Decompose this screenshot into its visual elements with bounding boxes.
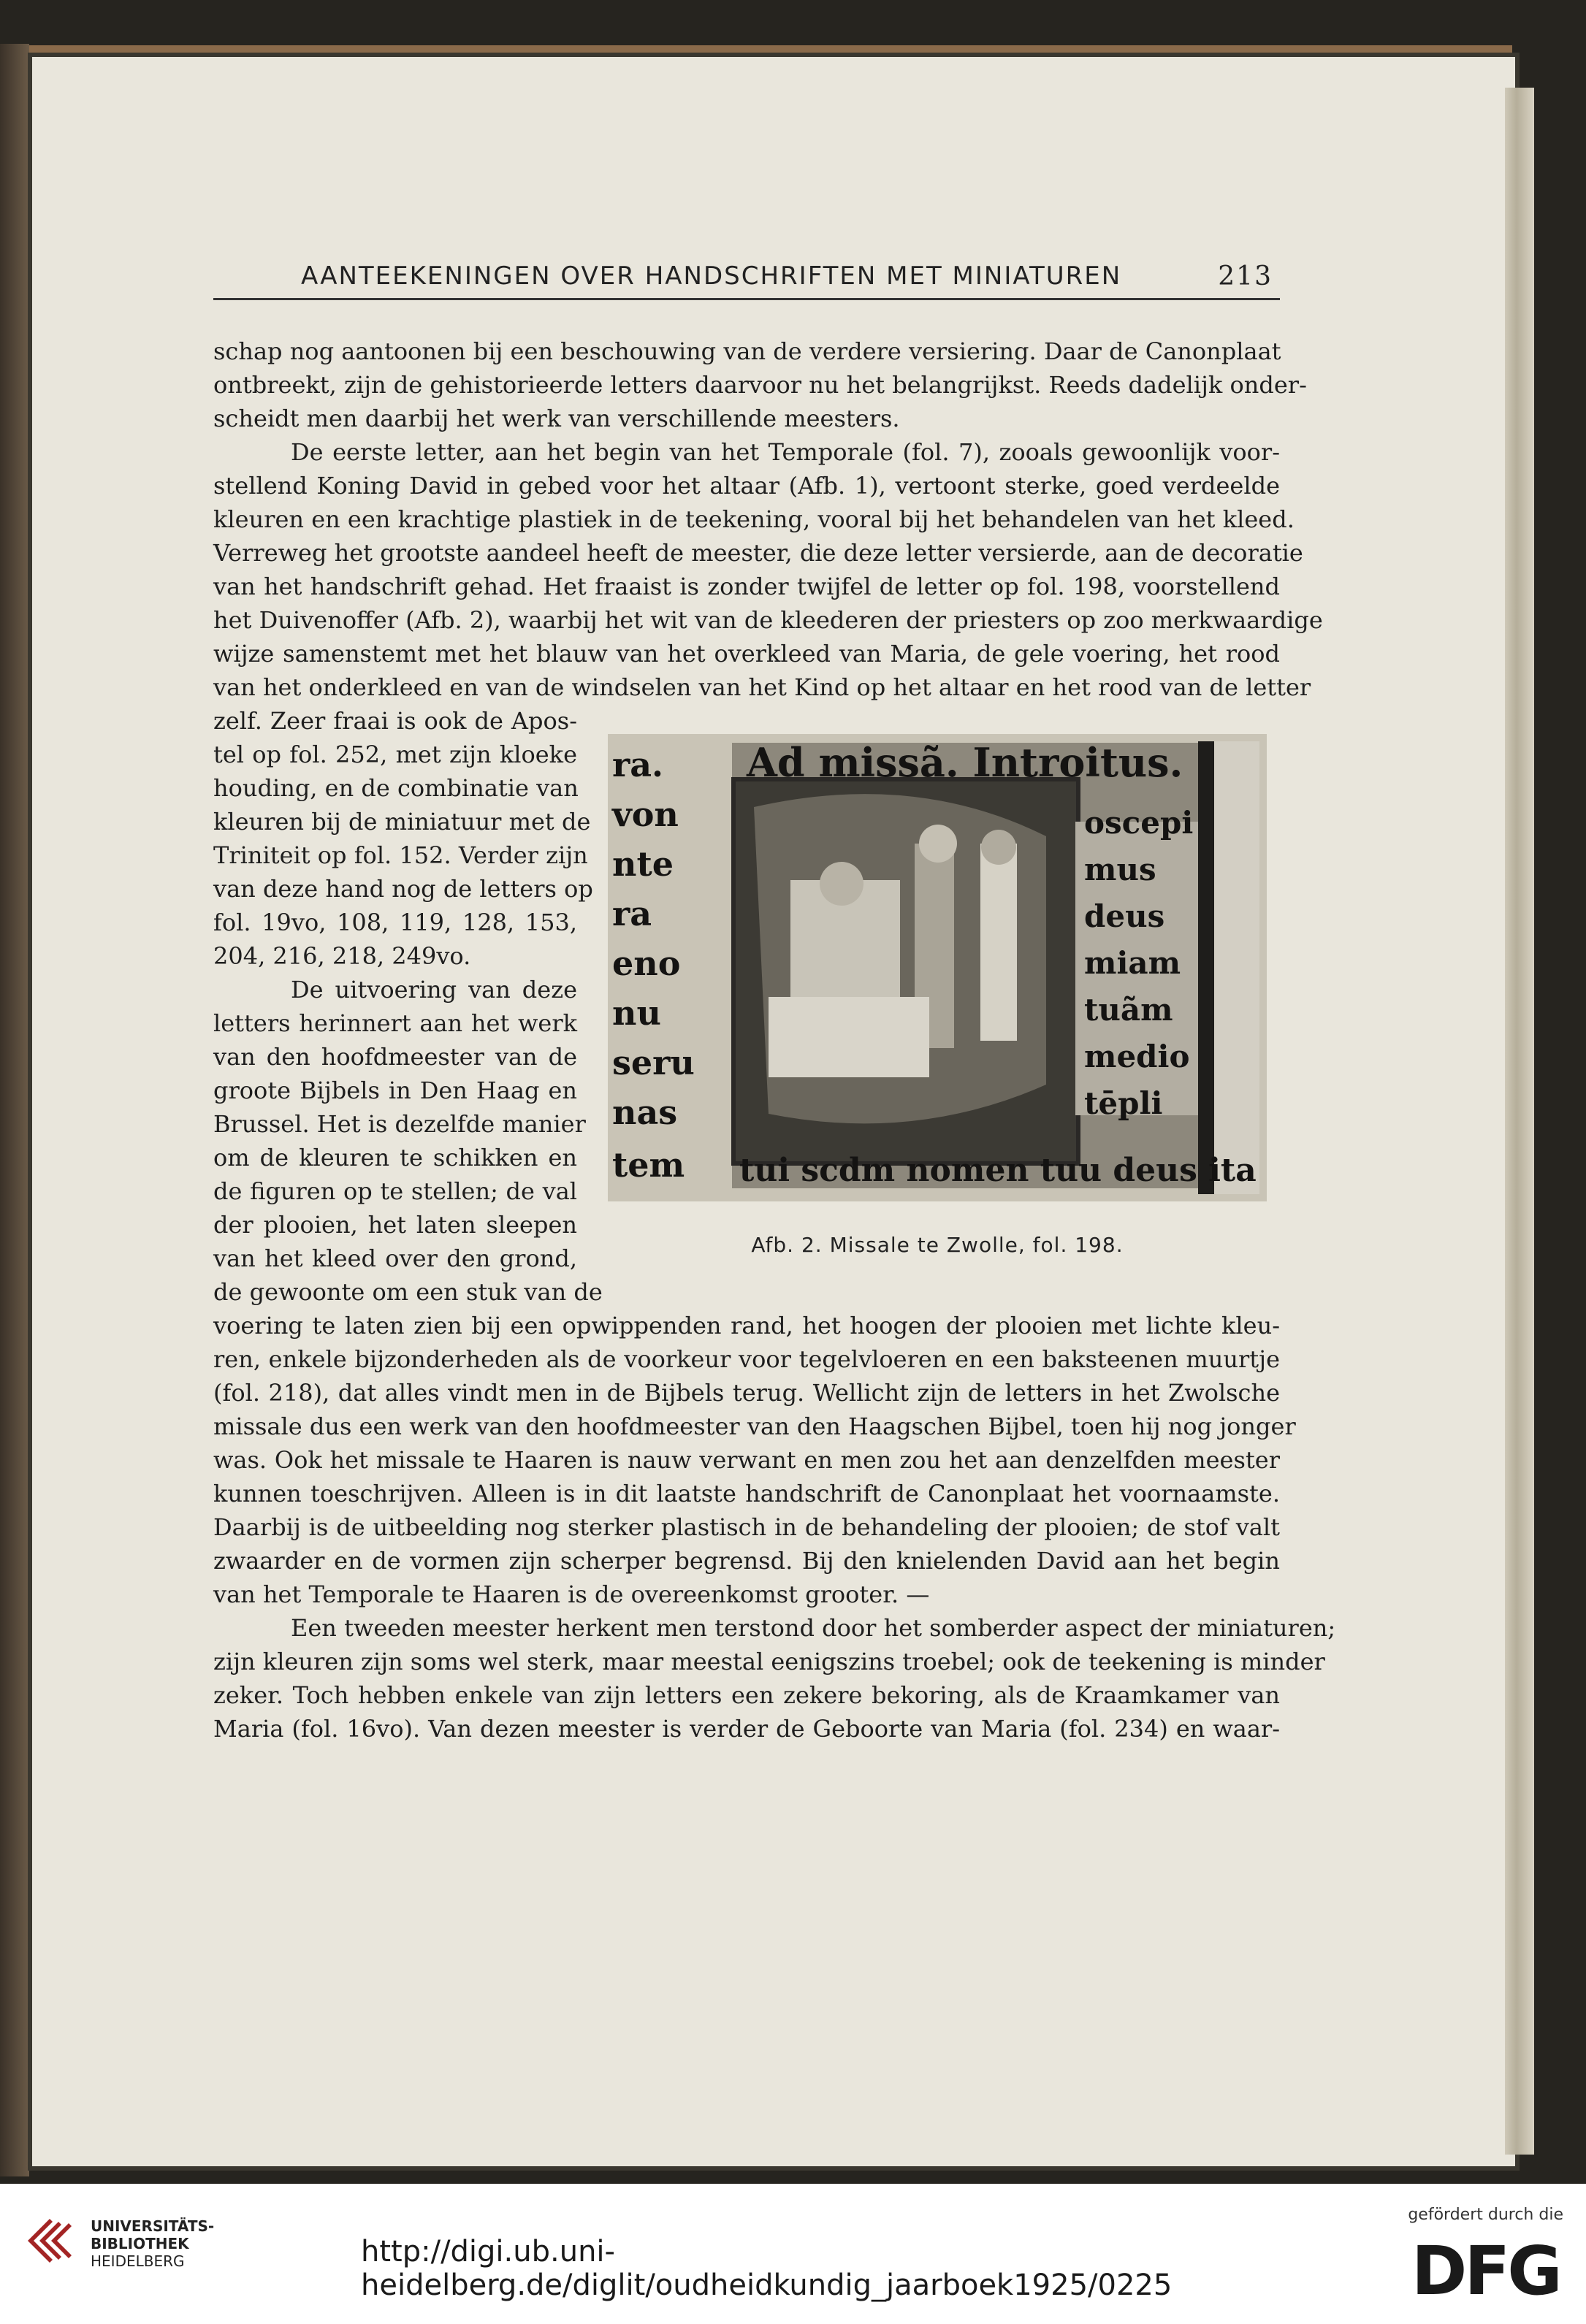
figure-caption: Afb. 2. Missale te Zwolle, fol. 198. — [751, 1233, 1124, 1257]
miniature-left-text: nas — [612, 1093, 678, 1132]
miniature-left-text: nte — [612, 844, 674, 884]
text-line: Triniteit op fol. 152. Verder zijn — [213, 841, 588, 869]
miniature-right-text: medio — [1084, 1039, 1190, 1074]
miniature-left-text: eno — [612, 944, 681, 983]
text-line: der plooien, het laten sleepen — [213, 1211, 577, 1239]
text-line: fol. 19vo, 108, 119, 128, 153, — [213, 909, 577, 936]
text-line: 204, 216, 218, 249vo. — [213, 942, 471, 970]
text-line: wijze samenstemt met het blauw van het overkleed van Maria, de gele voering, het rood — [213, 640, 1280, 668]
library-name-line: UNIVERSITÄTS- — [91, 2217, 215, 2235]
text-line: missale dus een werk van den hoofdmeester van den Haagschen Bijbel, toen hij nog jonger — [213, 1413, 1296, 1440]
book-binding-edge — [0, 44, 29, 2176]
library-name-line: BIBLIOTHEK — [91, 2235, 189, 2252]
text-line: zwaarder en de vormen zijn scherper begrensd. Bij den knielenden David aan het begin — [213, 1547, 1280, 1575]
manuscript-miniature-figure — [608, 734, 1267, 1201]
text-line: ren, enkele bijzonderheden als de voorkeur voor tegelvloeren en een baksteenen muurtje — [213, 1345, 1280, 1373]
text-line: zelf. Zeer fraai is ook de Apos- — [213, 707, 577, 735]
text-line: De uitvoering van deze — [291, 976, 577, 1004]
miniature-left-text: ra — [612, 894, 652, 933]
miniature-right-text: tēpli — [1084, 1085, 1163, 1121]
text-line: was. Ook het missale te Haaren is nauw verwant en men zou het aan denzelfden meester — [213, 1446, 1280, 1474]
text-line: (fol. 218), dat alles vindt men in de Bijbels terug. Wellicht zijn de letters in het Zwolsche — [213, 1379, 1280, 1407]
sponsor-text: gefördert durch die — [1408, 2206, 1563, 2224]
miniature-right-text: deus — [1084, 898, 1165, 934]
miniature-left-text: von — [612, 795, 679, 834]
text-line: zeker. Toch hebben enkele van zijn letters een zekere bekoring, als de Kraamkamer van — [213, 1681, 1280, 1709]
text-line: van het Temporale te Haaren is de overeenkomst grooter. — — [213, 1580, 930, 1608]
text-line: van deze hand nog de letters op — [213, 875, 593, 903]
page-stack-edge — [1505, 88, 1534, 2155]
page-number: 213 — [1218, 261, 1273, 291]
miniature-right-text: oscepi — [1084, 805, 1194, 841]
text-line: van den hoofdmeester van de — [213, 1043, 577, 1071]
text-line: groote Bijbels in Den Haag en — [213, 1077, 577, 1104]
text-line: Brussel. Het is dezelfde manier — [213, 1110, 586, 1138]
text-line: kunnen toeschrijven. Alleen is in dit laatste handschrift de Canonplaat het voornaamste. — [213, 1480, 1280, 1507]
text-line: de gewoonte om een stuk van de — [213, 1278, 603, 1306]
text-line: scheidt men daarbij het werk van verschillende meesters. — [213, 405, 900, 432]
running-header — [213, 261, 1280, 299]
miniature-left-text: ra. — [612, 745, 664, 784]
text-line: van het kleed over den grond, — [213, 1245, 577, 1272]
miniature-heading-text: Ad missã. Introitus. — [747, 739, 1183, 786]
text-line: schap nog aantoonen bij een beschouwing van de verdere versiering. Daar de Canonplaat — [213, 337, 1281, 365]
text-line: houding, en de combinatie van — [213, 774, 579, 802]
text-line: voering te laten zien bij een opwippenden rand, het hoogen der plooien met lichte kleu- — [213, 1312, 1280, 1339]
text-line: De eerste letter, aan het begin van het Temporale (fol. 7), zooals gewoonlijk voor- — [291, 438, 1280, 466]
text-line: stellend Koning David in gebed voor het altaar (Afb. 1), vertoont sterke, goed verdeelde — [213, 472, 1280, 500]
text-line: ontbreekt, zijn de gehistorieerde letters daarvoor nu het belangrijkst. Reeds dadelijk onder- — [213, 371, 1307, 399]
text-line: Maria (fol. 16vo). Van dezen meester is verder de Geboorte van Maria (fol. 234) en waar- — [213, 1715, 1280, 1743]
text-line: Daarbij is de uitbeelding nog sterker plastisch in de behandeling der plooien; de stof valt — [213, 1513, 1280, 1541]
text-line: zijn kleuren zijn soms wel sterk, maar meestal eenigszins troebel; ook de teekening is minder — [213, 1648, 1325, 1675]
text-line: van het onderkleed en van de windselen van het Kind op het altaar en het rood van de letter — [213, 673, 1311, 701]
library-name — [91, 2217, 266, 2270]
running-title: AANTEEKENINGEN OVER HANDSCHRIFTEN MET MINIATUREN — [301, 261, 1122, 291]
text-line: kleuren bij de miniatuur met de — [213, 808, 591, 836]
miniature-right-text: tuãm — [1084, 992, 1173, 1028]
text-line: van het handschrift gehad. Het fraaist is zonder twijfel de letter op fol. 198, voorstellend — [213, 573, 1280, 600]
miniature-left-text: nu — [612, 993, 661, 1033]
miniature-right-text: mus — [1084, 852, 1156, 887]
dfg-logo: DFG — [1411, 2232, 1560, 2310]
library-name-line: HEIDELBERG — [91, 2252, 185, 2270]
text-line: Verreweg het grootste aandeel heeft de meester, die deze letter versierde, aan de decoratie — [213, 539, 1303, 567]
text-line: de figuren op te stellen; de val — [213, 1177, 577, 1205]
miniature-left-text: seru — [612, 1043, 695, 1082]
miniature-left-text: tem — [612, 1145, 685, 1185]
header-rule — [213, 298, 1280, 300]
university-library-logo-icon — [20, 2212, 80, 2271]
text-line: letters herinnert aan het werk — [213, 1009, 577, 1037]
text-line: tel op fol. 252, met zijn kloeke — [213, 741, 577, 768]
miniature-bottom-text: tui scdm nomen tuu deus ita et — [739, 1152, 1267, 1189]
text-line: om de kleuren te schikken en — [213, 1144, 577, 1171]
permalink-url[interactable]: http://digi.ub.uni-heidelberg.de/diglit/oudheidkundig_jaarboek1925/0225 — [361, 2235, 1173, 2302]
miniature-right-text: miam — [1084, 945, 1181, 981]
text-line: kleuren en een krachtige plastiek in de teekening, vooral bij het behandelen van het kleed. — [213, 505, 1295, 533]
text-line: het Duivenoffer (Afb. 2), waarbij het wit van de kleederen der priesters op zoo merkwaardige — [213, 606, 1323, 634]
text-line: Een tweeden meester herkent men terstond door het somberder aspect der miniaturen; — [291, 1614, 1336, 1642]
